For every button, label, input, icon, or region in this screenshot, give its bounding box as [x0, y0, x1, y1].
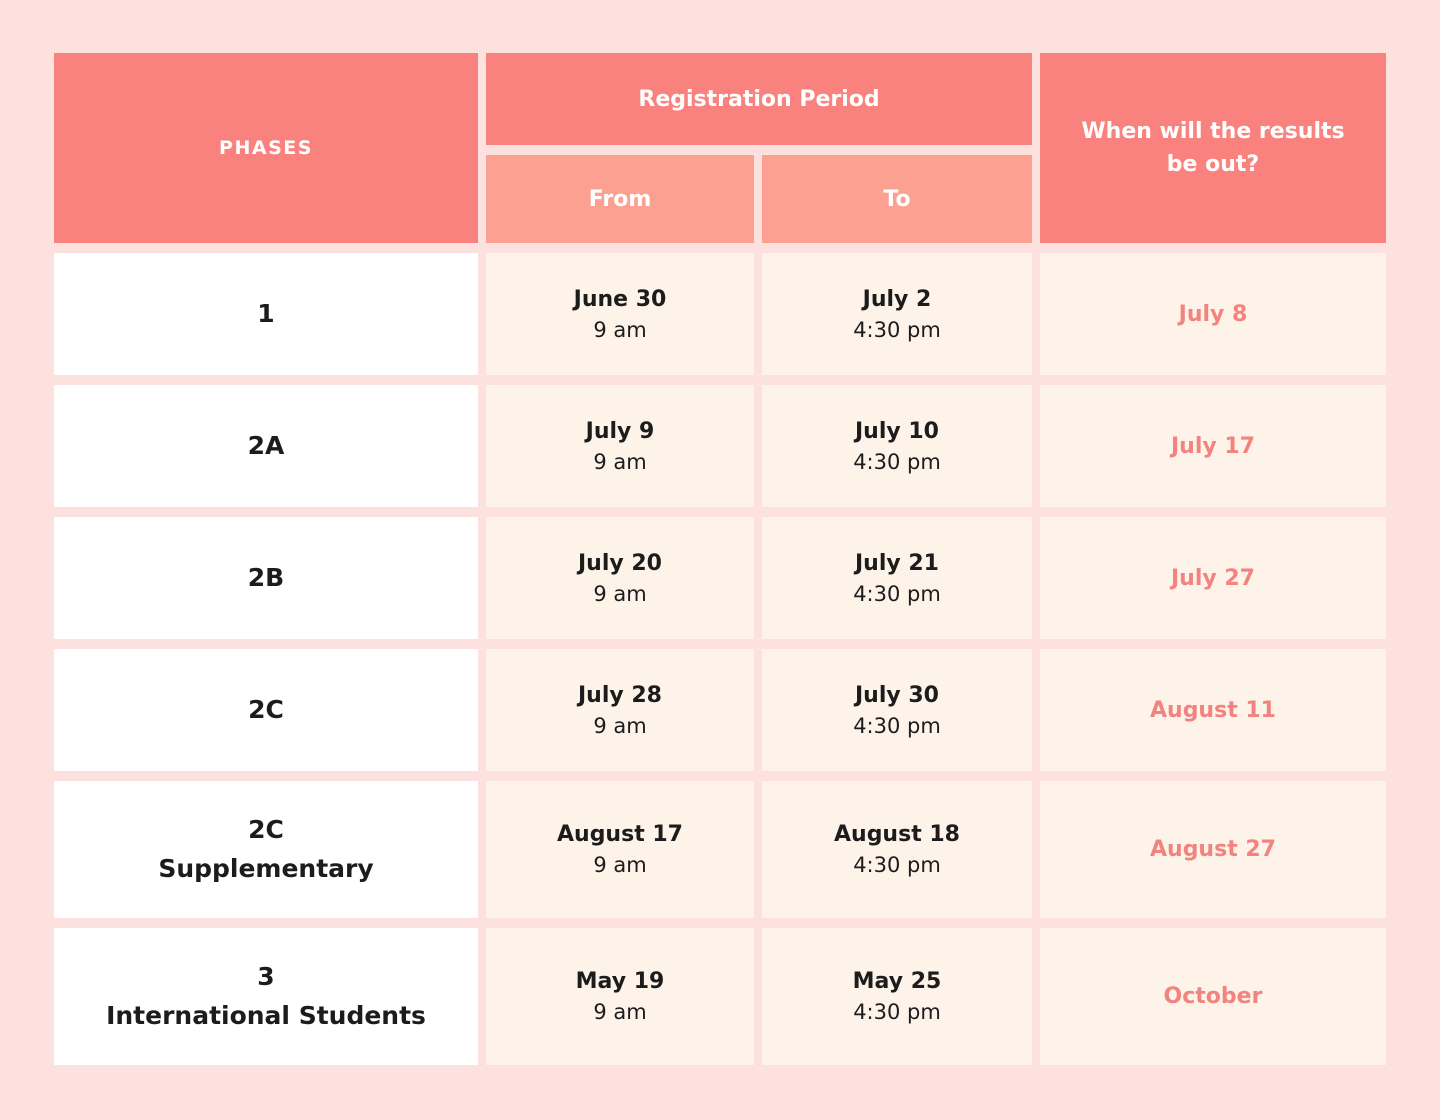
phase-sublabel: International Students — [106, 1000, 426, 1030]
registration-period-header-group — [486, 53, 1032, 243]
phase-cell-row1 — [54, 253, 478, 375]
results-column-header: When will the results be out? — [1040, 53, 1386, 243]
from-cell-row5 — [486, 781, 754, 918]
to-time: 4:30 pm — [853, 1000, 941, 1024]
from-date: June 30 — [573, 286, 667, 312]
phase-sublabel: Supplementary — [158, 853, 374, 883]
result-cell-row3 — [1040, 517, 1386, 639]
phase-label: 2B — [247, 562, 285, 592]
from-date: August 17 — [557, 822, 683, 847]
phase-cell-row2 — [54, 385, 478, 507]
from-date: July 20 — [577, 550, 662, 576]
to-time: 4:30 pm — [853, 581, 941, 606]
to-cell-row5 — [762, 781, 1032, 918]
from-column-header: From — [486, 155, 754, 243]
to-time: 4:30 pm — [853, 713, 941, 738]
phase-cell-row3 — [54, 517, 478, 639]
result-date: August 27 — [1150, 837, 1276, 862]
from-time: 9 am — [593, 317, 647, 342]
to-date: July 2 — [862, 286, 932, 312]
to-cell-row2 — [762, 385, 1032, 507]
from-date: May 19 — [575, 969, 665, 994]
from-time: 9 am — [593, 713, 647, 738]
result-cell-row2 — [1040, 385, 1386, 507]
to-time: 4:30 pm — [853, 449, 941, 474]
from-time: 9 am — [593, 1000, 647, 1024]
to-date: May 25 — [852, 969, 942, 994]
from-date: July 28 — [577, 682, 662, 708]
from-date: July 9 — [585, 418, 655, 444]
from-time: 9 am — [593, 581, 647, 606]
from-cell-row3 — [486, 517, 754, 639]
to-column-header: To — [762, 155, 1032, 243]
to-cell-row4 — [762, 649, 1032, 771]
from-cell-row2 — [486, 385, 754, 507]
to-date: July 30 — [854, 682, 939, 708]
from-cell-row1 — [486, 253, 754, 375]
phase-cell-row6 — [54, 928, 478, 1065]
from-cell-row4 — [486, 649, 754, 771]
result-date: August 11 — [1150, 697, 1276, 723]
to-date: July 10 — [854, 418, 939, 444]
to-date: August 18 — [834, 822, 960, 847]
result-date: July 8 — [1178, 301, 1248, 327]
to-cell-row1 — [762, 253, 1032, 375]
phase-label: 2C — [248, 694, 284, 724]
phases-column-header: PHASES — [54, 53, 478, 243]
phase-label: 3 — [257, 961, 275, 991]
to-cell-row3 — [762, 517, 1032, 639]
to-cell-row6 — [762, 928, 1032, 1065]
phase-cell-row5 — [54, 781, 478, 918]
from-cell-row6 — [486, 928, 754, 1065]
phase-label: 2C — [248, 814, 284, 844]
result-cell-row1 — [1040, 253, 1386, 375]
from-time: 9 am — [593, 853, 647, 877]
result-date: October — [1163, 984, 1263, 1009]
registration-period-header: Registration Period — [486, 53, 1032, 145]
result-date: July 27 — [1170, 565, 1255, 591]
to-date: July 21 — [854, 550, 939, 576]
result-cell-row4 — [1040, 649, 1386, 771]
to-time: 4:30 pm — [853, 317, 941, 342]
phase-cell-row4 — [54, 649, 478, 771]
phase-label: 1 — [257, 298, 275, 328]
result-cell-row5 — [1040, 781, 1386, 918]
result-date: July 17 — [1170, 433, 1255, 459]
registration-schedule-table — [54, 53, 1386, 1065]
to-time: 4:30 pm — [853, 853, 941, 877]
from-time: 9 am — [593, 449, 647, 474]
phase-label: 2A — [247, 430, 285, 460]
result-cell-row6 — [1040, 928, 1386, 1065]
